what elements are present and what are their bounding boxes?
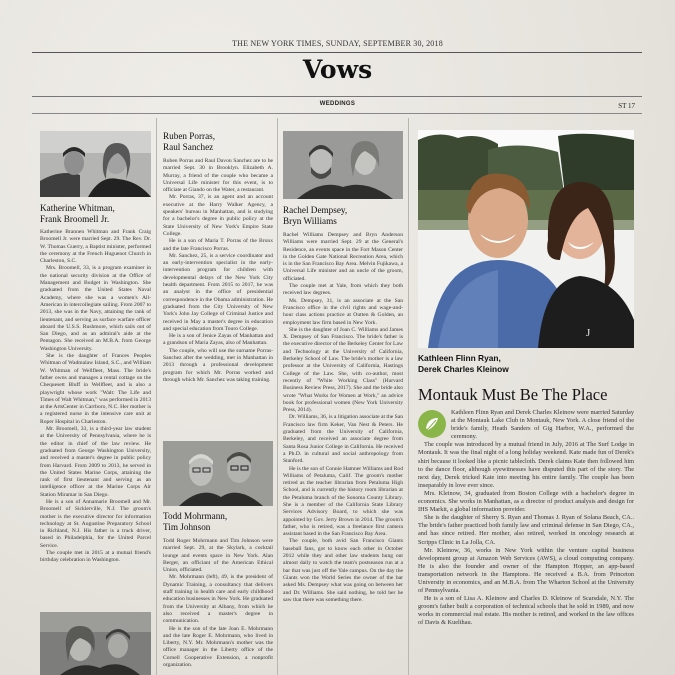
paragraph: The couple was introduced by a mutual friend in July, 2016 at The Surf Lodge in Montauk. It was the final night of a long holiday weekend. Kate made fun of Derek's shirt because it looked like a picnic tablecloth. Derek claims Kate then followed him to the dance floor, although eyewitnesses have disputed this part of the story. The next day, Derek tricked Kate into meeting his entire family. The couple has been inseparably in love ever since. <box>418 441 634 489</box>
page-number: ST 17 <box>618 102 635 110</box>
photo-whitman-broomell <box>40 131 151 197</box>
groom-name: Derek Charles Kleinow <box>418 364 509 374</box>
groom-name: Bryn Williams <box>283 216 337 226</box>
paragraph: He is a son of Jenice Zayas of Manhattan and a grandson of Maria Zayas, also of Manhattan. <box>163 333 273 347</box>
svg-text:J: J <box>586 327 591 339</box>
section-rule <box>32 113 642 114</box>
paragraph: The couple met in 2015 at a mutual friend's birthday celebration in Washington. <box>40 550 151 564</box>
feature-couple-names <box>418 353 634 375</box>
paragraph: Ms. Dempsey, 31, is an associate at the San Francisco office in the civil rights and wage-and-hour class actions practice at Outten & Golden, an employment law firm based in New York. <box>283 297 403 326</box>
bride-name: Kathleen Flinn Ryan, <box>418 353 501 363</box>
couple-names <box>163 511 273 533</box>
announcement-text <box>283 232 403 604</box>
paragraph: He is the son of the late Joan E. Mohrmann and the late Roger E. Mohrmann, who lived in Liberty, N.Y. Mr. Mohrmann's mother was the office manager in the Liberty office of the Cornell Cooperative Extension, a nonprofit organization. <box>163 625 273 669</box>
paragraph: She is the daughter of Joan C. Williams and James X. Dempsey of San Francisco. The bride's father is the executive director of the Berkeley Center for Law and Technology at the University of California, Berkeley School of Law. The bride's mother is a law professor at the University of California, Hastings College of the Law. She, with co-author, most recently of "White Working Class" (Harvard Business Review Press, 2017). She and the bride also wrote "What Works for Women at Work," an advice book for professional women (New York University Press, 2014). <box>283 326 403 414</box>
first-name: Ruben Porras, <box>163 131 216 141</box>
paragraph: Mrs. Kleinow, 34, graduated from Boston College with a bachelor's degree in economics. She works in Manhattan, as a director of product analysis and design for IHS Markit, a global information provider. <box>418 489 634 514</box>
couple-names <box>40 203 151 225</box>
feature-lead <box>418 409 634 441</box>
second-name: Raul Sanchez <box>163 142 214 152</box>
paragraph: Mr. Porras, 37, is an agent and an account executive at the Harry Walker Agency, a speakers' bureau in Manhattan, and is studying for a bachelor's degree in public policy at the State University of New York's Empire State College. <box>163 194 273 237</box>
bride-name: Rachel Dempsey, <box>283 205 348 215</box>
paragraph: Dr. Williams, 36, is a litigation associate at the San Francisco law firm Keker, Van Nest & Peters. He graduated from the University of California, Berkeley, and received an associate degree from Santa Rosa Junior College in California. He received a Ph.D. in cultural and social anthropology from Stanford. <box>283 414 403 465</box>
announcement-text <box>40 229 151 565</box>
paragraph: He is the son of Connie Hamner Williams and Rod Williams of Petaluma, Calif. The groom's mother retired as the teacher librarian from Petaluma High School, and is currently the history room librarian at the Petaluma branch of the Sonoma County Library. She is a member of the California State Library Services Advisory Board, to which she was appointed by Gov. Jerry Brown in 2014. The groom's father, who is retired, was a freelance first camera assistant based in the San Francisco Bay Area. <box>283 465 403 538</box>
photo-ryan-kleinow <box>418 130 634 348</box>
paragraph: Todd Roger Mohrmann and Tim Johnson were married Sept. 29, at the Skylark, a cocktail lounge and events space in New York. Alan Berger, an officiant of the American Ethical Union, officiated. <box>163 538 273 574</box>
groom-name: Frank Broomell Jr. <box>40 214 110 224</box>
paragraph: He is a son of Annamarie Broomell and Mr. Broomell of Sicklerville, N.J. The groom's mother is the executive director for information technology at St. Augustine Preparatory School in Richland, N.J. His father is a truck driver, based in Philadelphia, for the United Parcel Service. <box>40 498 151 549</box>
paragraph: She is the daughter of Sherry S. Ryan and Thomas J. Ryan of Solana Beach, CA.. The bride's father practiced both family law and criminal defense in San Diego, CA., and has since retired. Her mother, also retired, worked in oncology research at Scripps Clinic in La Jolla, CA. <box>418 514 634 546</box>
paragraph: The couple, who will use the surname Porras-Sanchez after the wedding, met in Manhattan in 2013 through a professional development program for which Mr. Porras worked and through which Mr. Sanchez was taking training. <box>163 347 273 383</box>
paragraph: Kathleen Flinn Ryan and Derek Charles Kleinow were married Saturday at the Montauk Lake Club in Montauk, New York. A close friend of the bride's family, Heath Sanders of Gig Harbor, W.A., performed the ceremony. <box>451 409 634 441</box>
paragraph: Mrs. Broomell, 33, is a program examiner in the national security division at the Office of Management and Budget in Washington. She graduated from the United States Naval Academy, where she was a women's All-American in intercollegiate sailing. From 2007 to 2013, she was in the Navy, attaining the rank of lieutenant, and serving as surface warfare officer aboard the U.S.S. Rushmore, which sails out of San Diego, and as an admiral's aide at the Pentagon. She received an M.B.A. from George Washington University. <box>40 265 151 352</box>
photo-dempsey-williams <box>283 131 403 199</box>
feature-headline: Montauk Must Be The Place <box>418 385 608 404</box>
column-divider <box>156 118 157 675</box>
paragraph: Rachel Williams Dempsey and Bryn Anderson Williams were married Sept. 29 at the General's Residence, an events space in the Fort Mason Center in the Golden Gate National Recreation Area, which is in the San Francisco Bay Area. Melvin Fujikawa, a Universal Life minister and an uncle of the groom, officiated. <box>283 232 403 282</box>
photo-couple-bottom <box>40 612 151 675</box>
paragraph: The couple met at Yale, from which they both received law degrees. <box>283 283 403 297</box>
feature-announcement <box>418 409 634 671</box>
paragraph: Mr. Broomell, 33, is a third-year law student at the University of Pennsylvania, where he is the editor in chief of the law review. He graduated from George Washington University, and received a master's degree in public policy from Harvard. From 2009 to 2013, he served in the United States Marine Corps, attaining the rank of first lieutenant and serving as an intelligence officer at the Marine Corps Air Station Miramar in San Diego. <box>40 426 151 498</box>
masthead: THE NEW YORK TIMES, SUNDAY, SEPTEMBER 30, 2018 <box>232 39 443 48</box>
couple-names <box>283 205 403 227</box>
column-mohrmann-johnson <box>163 511 273 675</box>
paragraph: Katherine Brannen Whitman and Frank Craig Broomell Jr. were married Sept. 29. The Rev. Dr. W. Thomas Guerry, a Baptist minister, performed the ceremony at the French Huguenot Church in Charleston, S.C. <box>40 229 151 265</box>
column-divider <box>277 118 278 675</box>
column-whitman-broomell <box>40 203 151 675</box>
second-name: Tim Johnson <box>163 522 211 532</box>
column-dempsey-williams <box>283 205 403 675</box>
paragraph: Ruben Porras and Raul Davon Sanchez are to be married Sept. 30 in Brooklyn. Elizabeth A. Murray, a friend of the couple who became a Universal Life minister for this event, is to officiate at Giando on the Water, a restaurant. <box>163 158 273 194</box>
column-porras-sanchez <box>163 131 273 436</box>
first-name: Todd Mohrmann, <box>163 511 228 521</box>
paragraph: The couple, both avid San Francisco Giants baseball fans, got to know each other in October 2012 while they and other law students hung out almost daily to watch the team's postseason run at a bar that was just off the Yale campus. On the day the Giants won the World Series the owner of the bar asked Ms. Dempsey what was going on between her and Dr. Williams. She said nothing, he told her he saw that there was something there. <box>283 538 403 603</box>
section-label: WEDDINGS <box>319 101 356 107</box>
paragraph: Mr. Kleinow, 36, works in New York within the venture capital business development group at Amazon Web Services (AWS), a cloud computing company. He is also the founder and owner of the Hampton Hopper, an app-based transportation network in the Hamptons. He received a B.A. from Princeton University in economics, and an M.B.A. from The Wharton School at the University of Pennsylvania. <box>418 546 634 595</box>
page-title: Vows <box>302 55 373 84</box>
paragraph: He is a son of Lisa A. Kleinow and Charles D. Kleinow of Scarsdale, N.Y. The groom's father built a corporation of technical schools that he sold in 1989, and now works in commercial real estate. His mother is retired, and worked in the law offices of Davis & Kuelthau. <box>418 595 634 627</box>
photo-mohrmann-johnson <box>163 441 273 506</box>
column-divider <box>408 118 409 675</box>
announcement-text <box>163 538 273 669</box>
title-rule <box>32 96 642 97</box>
couple-names <box>163 131 273 153</box>
paragraph: He is a son of Maria T. Porras of the Bronx and the late Francisco Porras. <box>163 238 273 252</box>
announcement-text <box>163 158 273 384</box>
feature-text <box>418 441 634 627</box>
top-rule <box>32 52 642 53</box>
paragraph: Mr. Sanchez, 25, is a service coordinator and an early-intervention specialist in the early-intervention program for children with developmental delays of the New York City health department. From 2015 to 2017, he was an analyst in the office of presidential correspondence in the Obama administration. He graduated from the City University of New York's John Jay College of Criminal Justice and received in May a master's degree in education and special education from Touro College. <box>163 252 273 332</box>
paragraph: She is the daughter of Frances Peoples Whitman of Wadmalaw Island, S.C., and William W. Whitman of Wellfleet, Mass. The bride's father owns and manages a rental cottage on the Chequesett Bluff in Wellfleet, and is also a playwright whose work "Walt: The Life and Times of Walt Whitman," was performed in 2013 at the ArtsCenter in Carrboro, N.C. Her mother is a registered nurse in the intensive care unit at Roper Hospital in Charleston. <box>40 353 151 425</box>
paragraph: Mr. Mohrmann (left), 49, is the president of Dynamic Training, a consultancy that delivers staff training in health care and early childhood education businesses in New York. He graduated from the University at Albany, from which he also received a master's degree in communication. <box>163 574 273 625</box>
bride-name: Katherine Whitman, <box>40 203 115 213</box>
